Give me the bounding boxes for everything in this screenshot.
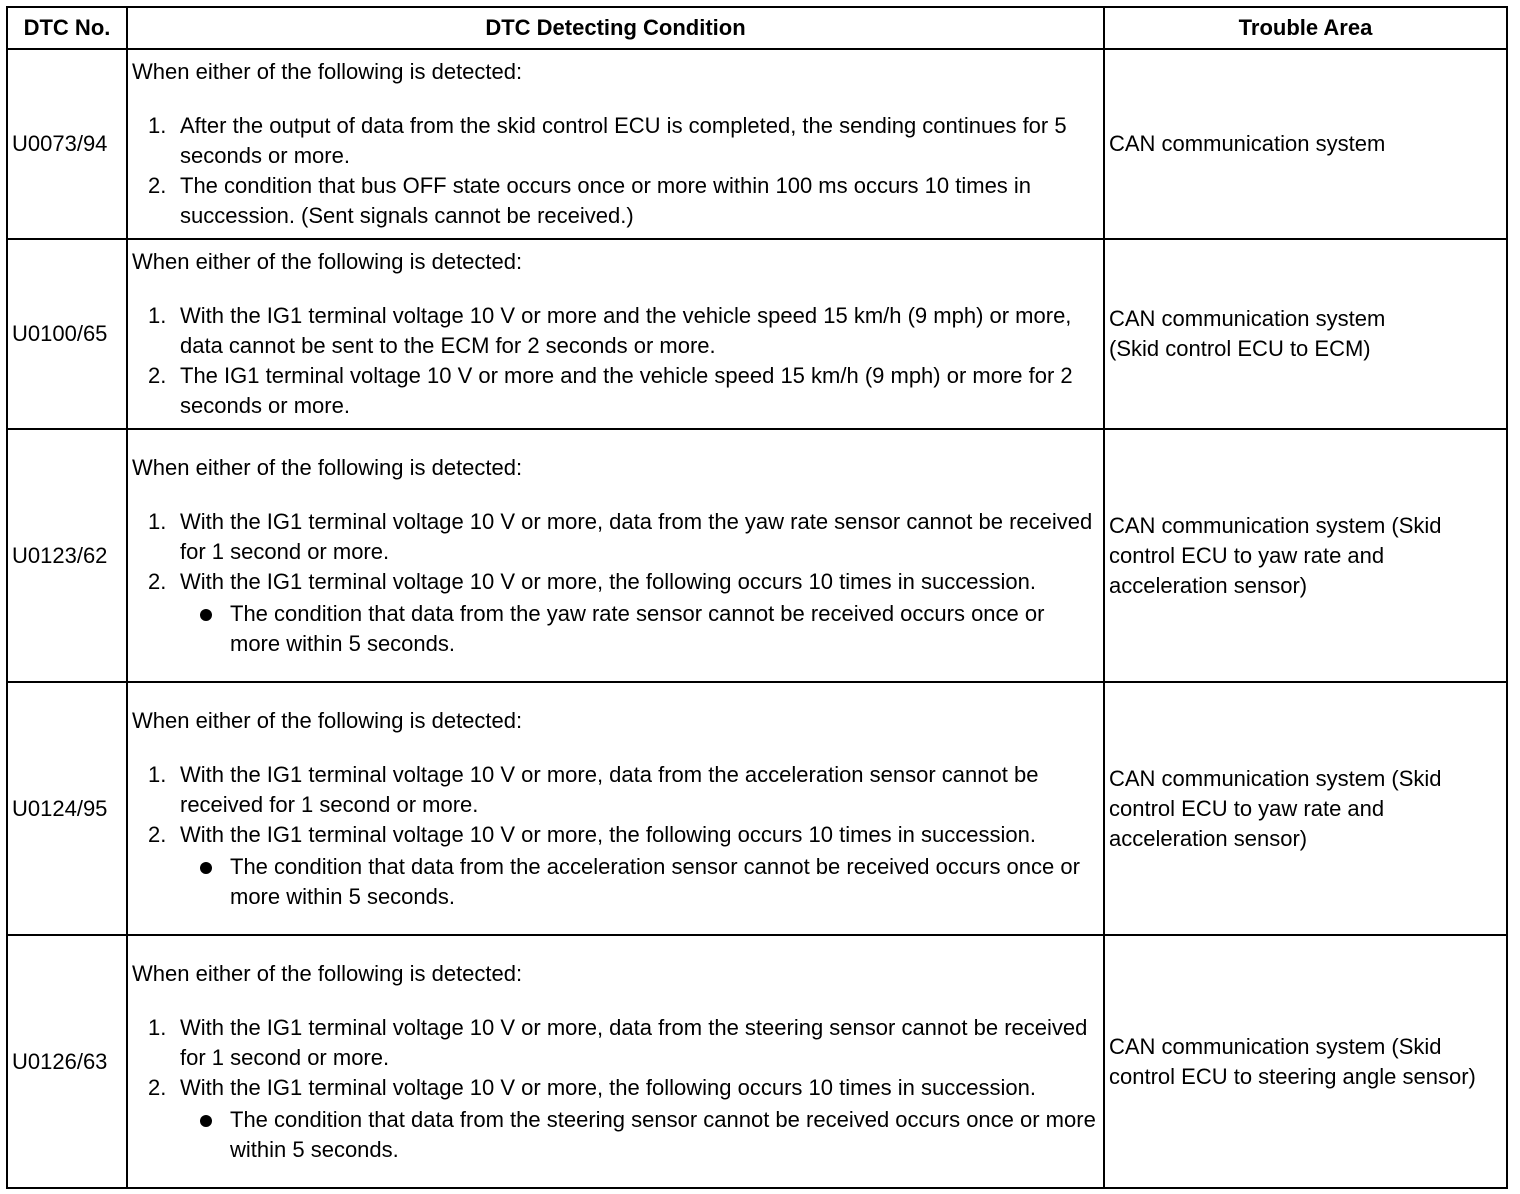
dtc-code: U0123/62: [7, 429, 127, 682]
item-text: With the IG1 terminal voltage 10 V or more, the following occurs 10 times in succession.: [180, 568, 1036, 594]
condition-item: [132, 1013, 1099, 1073]
dtc-table: [6, 6, 1508, 1189]
dtc-code: U0073/94: [7, 49, 127, 239]
bullet-item: [180, 852, 1099, 912]
condition-item: [132, 760, 1099, 820]
item-number: 1.: [148, 113, 167, 138]
item-number: 2.: [148, 1074, 167, 1100]
condition-list: [132, 760, 1099, 912]
table-row: [7, 935, 1507, 1188]
header-dtc-no: DTC No.: [7, 7, 127, 49]
detecting-condition: [127, 682, 1104, 935]
bullet-list: [180, 852, 1099, 912]
condition-lead: When either of the following is detected:: [132, 454, 523, 480]
dtc-code: U0124/95: [7, 682, 127, 935]
table-row: [7, 682, 1507, 935]
condition-item: [132, 111, 1099, 171]
condition-lead: When either of the following is detected:: [132, 59, 523, 84]
trouble-area: CAN communication system (Skid control ECU to steering angle sensor): [1104, 935, 1507, 1188]
bullet-list: [180, 599, 1099, 659]
item-number: 2.: [148, 821, 167, 847]
condition-lead: When either of the following is detected:: [132, 707, 523, 733]
item-number: 1.: [148, 508, 167, 534]
condition-item: [132, 1073, 1099, 1165]
item-number: 1.: [148, 1014, 167, 1040]
condition-item: [132, 361, 1099, 421]
detecting-condition: [127, 935, 1104, 1188]
condition-item: [132, 567, 1099, 659]
bullet-item: [180, 1105, 1099, 1165]
bullet-text: The condition that data from the yaw rate sensor cannot be received occurs once or more within 5 seconds.: [230, 600, 1045, 656]
item-text: The condition that bus OFF state occurs once or more within 100 ms occurs 10 times in succession. (Sent signals cannot be received.): [180, 173, 1032, 228]
condition-list: [132, 1013, 1099, 1165]
trouble-area: CAN communication system (Skid control ECU to yaw rate and acceleration sensor): [1104, 682, 1507, 935]
trouble-area-text: CAN communication system (Skid control ECU to ECM): [1109, 306, 1386, 361]
item-text: After the output of data from the skid control ECU is completed, the sending continues for 5 seconds or more.: [180, 113, 1067, 168]
item-number: 2.: [148, 363, 167, 388]
dtc-code: U0100/65: [7, 239, 127, 429]
item-text: With the IG1 terminal voltage 10 V or more, data from the yaw rate sensor cannot be received for 1 second or more.: [180, 508, 1093, 564]
detecting-condition: [127, 49, 1104, 239]
bullet-item: [180, 599, 1099, 659]
item-text: With the IG1 terminal voltage 10 V or more, the following occurs 10 times in succession.: [180, 1074, 1036, 1100]
item-number: 2.: [148, 568, 167, 594]
table-row: [7, 429, 1507, 682]
trouble-area: CAN communication system (Skid control ECU to yaw rate and acceleration sensor): [1104, 429, 1507, 682]
condition-item: [132, 301, 1099, 361]
item-number: 2.: [148, 173, 167, 198]
item-text: With the IG1 terminal voltage 10 V or more, the following occurs 10 times in succession.: [180, 821, 1036, 847]
condition-list: [132, 301, 1099, 421]
dtc-code: U0126/63: [7, 935, 127, 1188]
trouble-area: [1104, 239, 1507, 429]
header-condition: DTC Detecting Condition: [127, 7, 1104, 49]
item-number: 1.: [148, 761, 167, 787]
condition-item: [132, 820, 1099, 912]
bullet-list: [180, 1105, 1099, 1165]
bullet-text: The condition that data from the acceleration sensor cannot be received occurs once or more within 5 seconds.: [230, 853, 1080, 909]
condition-lead: When either of the following is detected:: [132, 960, 523, 986]
bullet-dot-icon: [200, 1115, 212, 1127]
condition-item: [132, 507, 1099, 567]
bullet-dot-icon: [200, 609, 212, 621]
item-text: The IG1 terminal voltage 10 V or more and the vehicle speed 15 km/h (9 mph) or more for 2 seconds or more.: [180, 363, 1073, 418]
condition-lead: When either of the following is detected:: [132, 249, 523, 274]
item-number: 1.: [148, 303, 167, 328]
item-text: With the IG1 terminal voltage 10 V or more, data from the acceleration sensor cannot be received for 1 second or more.: [180, 761, 1039, 817]
item-text: With the IG1 terminal voltage 10 V or more, data from the steering sensor cannot be received for 1 second or more.: [180, 1014, 1088, 1070]
bullet-text: The condition that data from the steering sensor cannot be received occurs once or more within 5 seconds.: [230, 1106, 1096, 1162]
table-row: [7, 49, 1507, 239]
condition-list: [132, 507, 1099, 659]
header-trouble-area: Trouble Area: [1104, 7, 1507, 49]
bullet-dot-icon: [200, 862, 212, 874]
table-row: [7, 239, 1507, 429]
condition-item: [132, 171, 1099, 231]
condition-list: [132, 111, 1099, 231]
detecting-condition: [127, 429, 1104, 682]
detecting-condition: [127, 239, 1104, 429]
item-text: With the IG1 terminal voltage 10 V or more and the vehicle speed 15 km/h (9 mph) or more, data cannot be sent to the ECM for 2 seconds or more.: [180, 303, 1072, 358]
trouble-area: CAN communication system: [1104, 49, 1507, 239]
header-row: [7, 7, 1507, 49]
